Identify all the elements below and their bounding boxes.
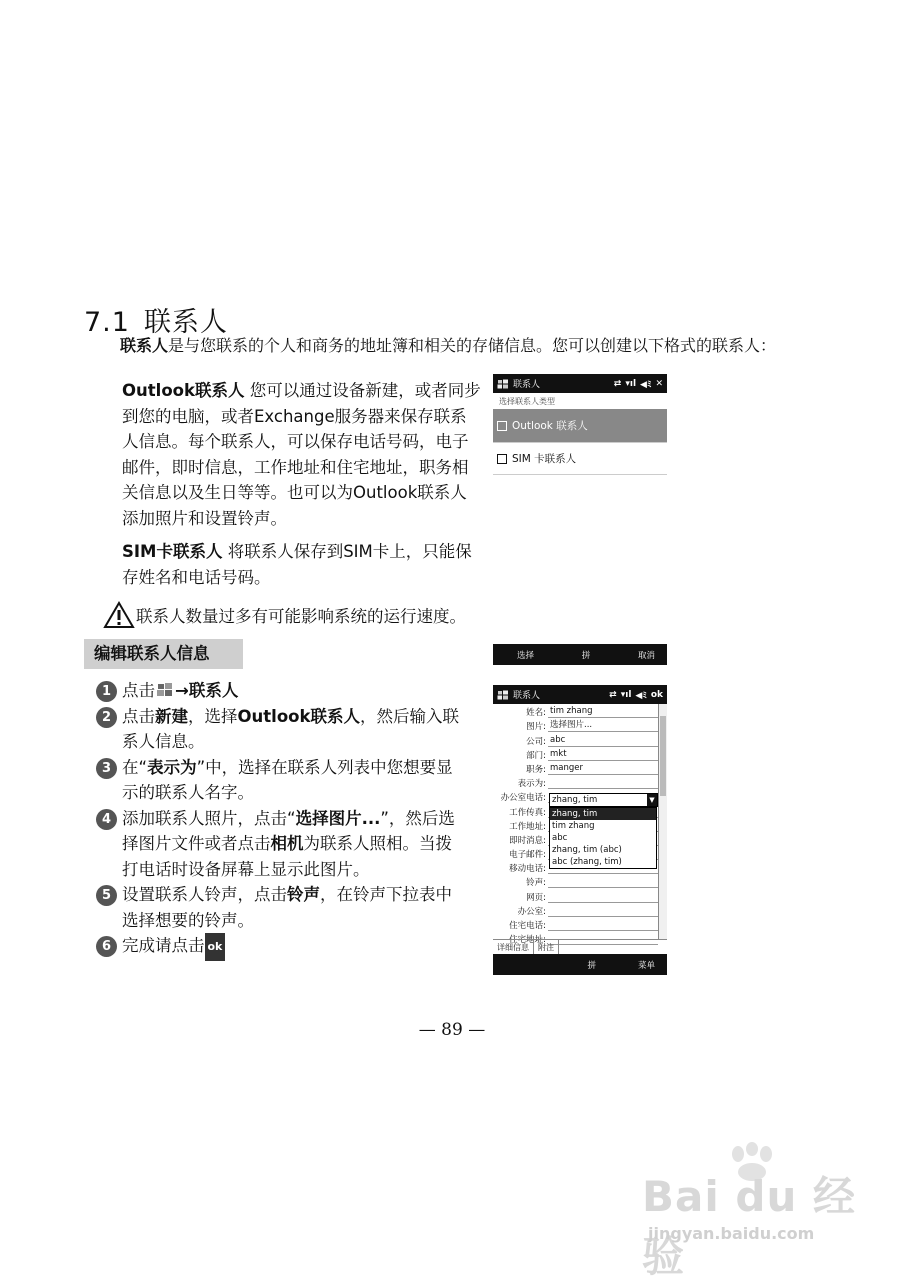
close-icon[interactable]: ✕ bbox=[655, 378, 663, 389]
scroll-thumb[interactable] bbox=[660, 716, 666, 796]
step-bold: 相机 bbox=[270, 834, 304, 853]
field-row bbox=[493, 718, 658, 732]
step-6 bbox=[96, 933, 466, 961]
soft-key-select[interactable]: 选择 bbox=[517, 650, 535, 661]
step-1 bbox=[96, 678, 466, 704]
intro-bold: 联系人 bbox=[120, 336, 169, 355]
sim-paragraph bbox=[122, 539, 482, 590]
sim-card-icon bbox=[497, 454, 507, 464]
name-field[interactable]: tim zhang bbox=[548, 706, 658, 718]
company-field[interactable]: abc bbox=[548, 735, 658, 747]
app-title: 联系人 bbox=[513, 691, 541, 701]
field-row bbox=[493, 732, 658, 746]
step-text: ，选择 bbox=[188, 706, 238, 726]
step-text: 完成请点击 bbox=[122, 936, 205, 955]
field-row bbox=[493, 917, 658, 931]
dropdown-option[interactable]: zhang, tim bbox=[550, 808, 656, 820]
field-label: 工作地址: bbox=[509, 821, 546, 832]
sim-bold: SIM卡联系人 bbox=[122, 542, 223, 561]
outlook-bold: Outlook联系人 bbox=[122, 381, 245, 400]
start-icon[interactable] bbox=[497, 690, 509, 700]
field-label: 图片: bbox=[526, 722, 546, 733]
sim-text: 将联系人保存到SIM卡上，只能保存姓名和电话号码。 bbox=[122, 542, 472, 587]
form-scrollbar[interactable] bbox=[658, 704, 667, 939]
input-method-button[interactable]: 拼 bbox=[587, 960, 596, 971]
step-bold: 联系人 bbox=[188, 681, 239, 700]
field-label: 职务: bbox=[526, 764, 546, 775]
subheader: 选择联系人类型 bbox=[499, 397, 555, 406]
sync-icon: ⇄ bbox=[609, 689, 617, 700]
step-number: 6 bbox=[96, 936, 117, 957]
step-5 bbox=[96, 882, 466, 933]
step-text: 为联系人照相。当拨打电话时设备屏幕上显示此图片。 bbox=[122, 834, 452, 879]
field-label: 公司: bbox=[526, 736, 546, 747]
job-title-field[interactable]: manger bbox=[548, 763, 658, 775]
volume-icon[interactable]: ◀ﾐ bbox=[635, 691, 647, 701]
web-page-field[interactable] bbox=[548, 891, 658, 903]
field-row bbox=[493, 874, 658, 888]
step-text: ，然后输入联系人信息。 bbox=[122, 706, 459, 751]
field-row bbox=[493, 775, 658, 789]
step-number: 2 bbox=[96, 707, 117, 728]
ok-button: ok bbox=[205, 933, 226, 961]
department-field[interactable]: mkt bbox=[548, 749, 658, 761]
field-label: 工作传真: bbox=[509, 807, 546, 818]
arrow-icon: → bbox=[175, 681, 189, 700]
title-bar bbox=[493, 685, 667, 704]
ok-button[interactable]: ok bbox=[650, 689, 663, 700]
step-number: 5 bbox=[96, 885, 117, 906]
outlook-paragraph bbox=[122, 378, 482, 531]
signal-icon: ▾ıl bbox=[620, 689, 632, 700]
volume-icon[interactable]: ◀ﾐ bbox=[640, 380, 652, 390]
contact-form bbox=[493, 704, 658, 946]
field-label: 部门: bbox=[526, 750, 546, 761]
phone-screen-contact-form bbox=[493, 685, 667, 975]
warning-note bbox=[104, 602, 466, 628]
outlook-text: 您可以通过设备新建，或者同步到您的电脑，或者Exchange服务器来保存联系人信息。每个联系人，可以保存电话号码，电子邮件，即时信息，工作地址和住宅地址，职务相关信息以及生日等等。也可以为Outlook联系人添加照片和设置铃声。 bbox=[122, 381, 481, 528]
intro-paragraph bbox=[84, 334, 814, 357]
step-bold: 表示为 bbox=[147, 757, 197, 777]
section-title: 联系人 bbox=[143, 307, 228, 338]
dropdown-arrow-icon[interactable]: ▼ bbox=[647, 794, 657, 806]
section-label: 编辑联系人信息 bbox=[84, 639, 243, 669]
phone-screen-contact-type bbox=[493, 374, 667, 665]
tab-notes[interactable]: 附注 bbox=[534, 940, 559, 954]
section-number: 7.1 bbox=[84, 307, 130, 338]
step-text: ”，然后选择图片文件或者点击 bbox=[122, 808, 455, 853]
option-outlook-contact[interactable] bbox=[493, 409, 667, 443]
page-number: — 89 — bbox=[418, 1020, 486, 1040]
field-row bbox=[493, 888, 658, 902]
step-text: 设置联系人铃声，点击 bbox=[122, 885, 287, 904]
sync-icon: ⇄ bbox=[613, 378, 622, 389]
dropdown-option[interactable]: abc bbox=[552, 833, 568, 843]
input-method-button[interactable]: 拼 bbox=[581, 650, 591, 661]
soft-key-bar bbox=[493, 954, 667, 975]
option-sim-contact[interactable] bbox=[493, 443, 667, 475]
field-label: 住宅地址: bbox=[509, 935, 546, 946]
contact-card-icon bbox=[497, 421, 507, 431]
warning-text: 联系人数量过多有可能影响系统的运行速度。 bbox=[136, 607, 466, 626]
step-text: 在“ bbox=[122, 757, 148, 777]
step-text: 添加联系人照片，点击“ bbox=[122, 808, 296, 828]
field-label: 住宅电话: bbox=[509, 921, 546, 931]
office-field[interactable] bbox=[548, 905, 658, 917]
step-bold: 新建 bbox=[155, 706, 188, 726]
title-bar bbox=[493, 374, 667, 393]
app-title: 联系人 bbox=[513, 380, 541, 390]
display-as-value: zhang, tim bbox=[552, 795, 598, 805]
step-bold: Outlook联系人 bbox=[237, 706, 360, 726]
field-row bbox=[493, 761, 658, 775]
step-2 bbox=[96, 704, 466, 755]
step-bold: 选择图片... bbox=[295, 808, 381, 828]
watermark-url: jingyan.baidu.com bbox=[648, 1224, 815, 1243]
home-phone-field[interactable] bbox=[548, 919, 658, 931]
step-number: 1 bbox=[96, 681, 117, 702]
field-label: 电子邮件: bbox=[509, 850, 546, 861]
step-text: 点击 bbox=[122, 681, 155, 700]
steps-list bbox=[96, 678, 466, 961]
form-tabs bbox=[493, 939, 667, 954]
step-bold: 铃声 bbox=[287, 885, 320, 904]
display-as-select[interactable] bbox=[549, 793, 658, 807]
warning-icon bbox=[104, 602, 134, 628]
step-text: ，在铃声下拉表中选择想要的铃声。 bbox=[122, 885, 452, 930]
windows-start-icon bbox=[155, 682, 175, 698]
field-label: 即时消息: bbox=[509, 835, 546, 846]
display-as-options bbox=[549, 807, 657, 869]
field-row bbox=[493, 704, 658, 718]
step-number: 4 bbox=[96, 809, 117, 830]
display-as-field[interactable] bbox=[548, 777, 658, 789]
ringtone-field[interactable] bbox=[548, 876, 658, 888]
picture-field[interactable]: 选择图片... bbox=[548, 720, 658, 732]
option-label: SIM 卡联系人 bbox=[512, 453, 577, 465]
field-label: 办公室: bbox=[517, 906, 546, 917]
field-row bbox=[493, 747, 658, 761]
dropdown-option[interactable]: abc (zhang, tim) bbox=[552, 857, 622, 867]
step-text: 点击 bbox=[122, 706, 155, 726]
option-label: Outlook 联系人 bbox=[512, 420, 588, 432]
signal-icon: ▾ıl bbox=[625, 378, 637, 389]
dropdown-option[interactable]: zhang, tim (abc) bbox=[552, 845, 622, 855]
step-number: 3 bbox=[96, 758, 117, 779]
soft-key-cancel[interactable]: 取消 bbox=[637, 650, 655, 661]
dropdown-option[interactable]: tim zhang bbox=[552, 821, 595, 831]
start-icon[interactable] bbox=[497, 379, 509, 389]
field-label: 办公室电话: bbox=[500, 793, 546, 804]
intro-text: 是与您联系的个人和商务的地址簿和相关的存储信息。您可以创建以下格式的联系人： bbox=[168, 336, 777, 355]
step-text: ”中，选择在联系人列表中您想要显示的联系人名字。 bbox=[122, 757, 453, 802]
field-label: 表示为: bbox=[517, 779, 546, 790]
field-label: 网页: bbox=[526, 892, 546, 903]
soft-key-bar bbox=[493, 644, 667, 665]
step-4 bbox=[96, 806, 466, 883]
soft-key-menu[interactable]: 菜单 bbox=[637, 960, 655, 971]
field-label: 移动电话: bbox=[509, 864, 546, 875]
watermark-brand: Bai du 经验 bbox=[642, 1172, 856, 1281]
field-row bbox=[493, 903, 658, 917]
field-label: 铃声: bbox=[526, 878, 546, 889]
step-3 bbox=[96, 755, 466, 806]
tab-details[interactable]: 详细信息 bbox=[493, 940, 534, 954]
field-label: 姓名: bbox=[526, 708, 546, 719]
watermark bbox=[632, 1142, 872, 1281]
